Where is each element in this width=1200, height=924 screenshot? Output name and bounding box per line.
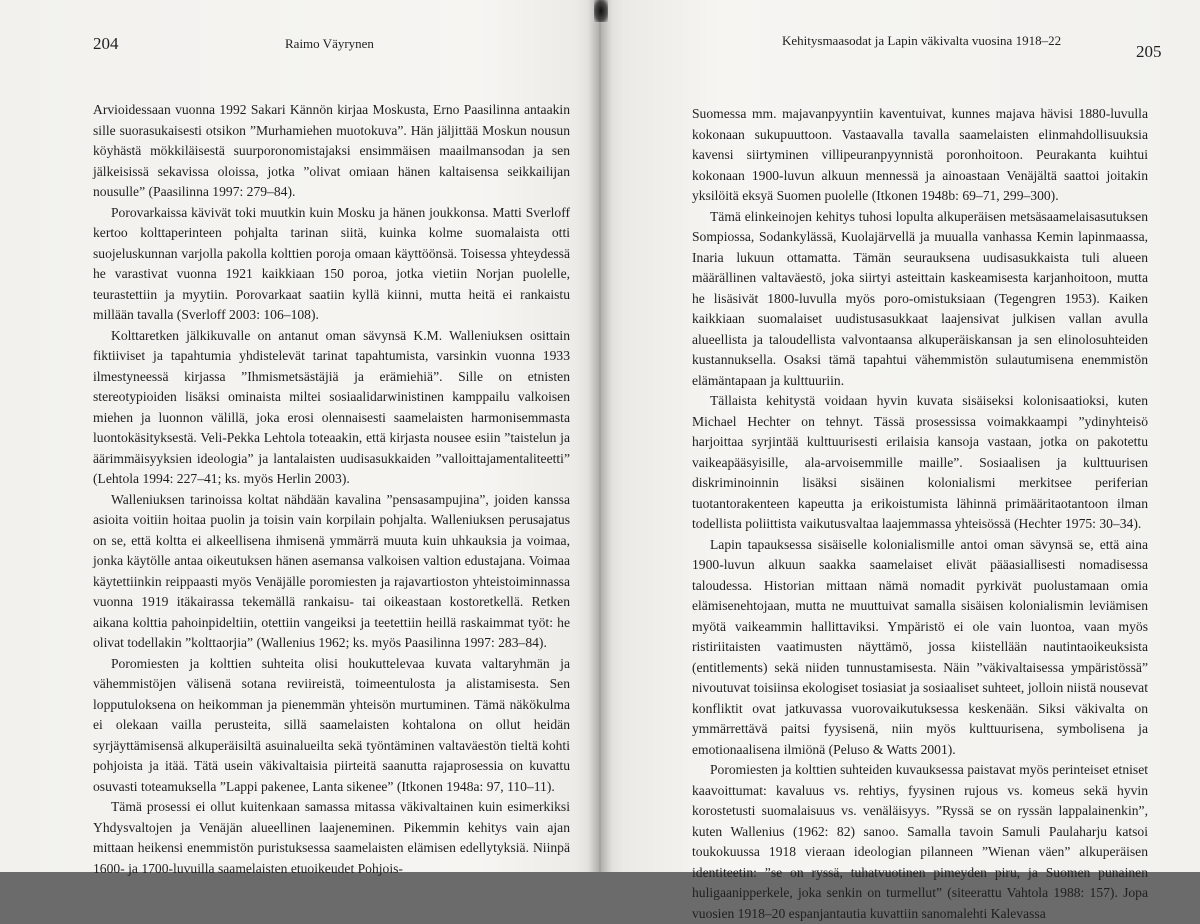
paragraph: Porovarkaissa kävivät toki muutkin kuin Mosku ja hänen joukkonsa. Matti Sverloff kertoo kolttaperinteen pohjalta tarinan siitä, kuinka kolme suomalaista otti suojeluskunnan varjolla pakolla kolttien poroja omaan käyttöönsä. Toisessa yhteydessä he varastivat vuonna 1921 kaikkiaan 150 poroa, jotka vietiin Norjan puolelle, teurastettiin ja myytiin. Porovarkaat saatiin kyllä kiinni, mutta heitä ei rankaistu millään tavalla (Sverloff 2003: 106–108). bbox=[93, 204, 570, 322]
page-number: 205 bbox=[1136, 42, 1162, 61]
paragraph: Lapin tapauksessa sisäiselle kolonialismille antoi oman sävynsä se, että aina 1900-luvun alkuun saakka saamelaiset elivät pääasiallisesti nomadisessa taloudessa. Historian mittaan nämä nomadit pyrkivät puolustamaan omia elämisenehtojaan, mutta ne muuttuivat samalla sisäisen kolonialismin leviämisen myötä vaikeammin hallittaviksi. Ympäristö ei ole vain luontoa, vaan myös ristiriitaisten vaatimusten näyttämö, jossa kiistellään nautintaoikeuksista (entitlements) sekä niiden tunnustamisesta. Näin ”väkivaltaisessa ympäristössä” nivoutuvat toisiinsa ekologiset tosiasiat ja sosiaaliset suhteet, jolloin niistä nousevat konfliktit ovat jatkuvassa vuorovaikutuksessa keskenään. Siksi väkivalta on ymmärrettävä paitsi fyysisenä, niin myös kulttuurisena, symbolisena ja emotionaalisena ilmiönä (Peluso & Watts 2001). bbox=[692, 536, 1148, 757]
paragraph: Suomessa mm. majavanpyyntiin kaventuivat, kunnes majava hävisi 1880-luvulla kokonaan sukupuuttoon. Vastaavalla tavalla saamelaisten elinmahdollisuuksia kavensi siirtyminen villipeuranpyynnistä poronhoitoon. Peurakanta kuihtui kokonaan 1900-luvun alkuun mennessä ja ainoastaan Venäjältä saattoi joitakin yksilöitä eksyä Suomen puolelle (Itkonen 1948b: 69–71, 299–300). bbox=[692, 106, 1148, 203]
running-head: Raimo Väyrynen bbox=[285, 36, 374, 51]
binding-shadow bbox=[594, 0, 608, 22]
paragraph: Tällaista kehitystä voidaan hyvin kuvata sisäiseksi kolonisaatioksi, kuten Michael Hechter on tehnyt. Tässä prosessissa voimakkaampi ”ydinyhteisö harjoittaa syrjintää kulttuurisesti erilaisia kansoja vastaan, jotka on pakotettu vaikeapääsyisille, ala-arvoisemmille maille”. Sosiaalisen ja kulttuurisen diskriminoinnin lisäksi sisäinen kolonialismi merkitsee periferian tuotantorakenteen kapeutta ja erikoistumista lähinnä primääritaotantoon ilman todellista poliittista vaikutusvaltaa laajemmassa yhteisössä (Hechter 1975: 30–34). bbox=[692, 393, 1148, 531]
paragraph: Walleniuksen tarinoissa koltat nähdään kavalina ”pensasampujina”, joiden kanssa asioita voitiin hoitaa puolin ja toisin vain korpilain pohjalta. Walleniuksen perusajatus on se, että koltta ei alkeellisena ihmisenä ymmärrä muuta kuin uhkauksia ja voimaa, jonka käytölle antaa oikeutuksen hänen asemansa valkoisen valtion edustajana. Voimaa käytettiinkin reippaasti myös Venäjälle poromiesten ja rajavartioston yhteistoiminnassa vuonna 1919 itäkairassa tekemällä rankaisu- tai oikeastaan kostoretkellä. Retken aikana kolttia pahoinpideltiin, otettiin vangeiksi ja teetettiin heillä raskaimmat työt: he olivat todellakin ”kolttaorjia” (Wallenius 1962; ks. myös Paasilinna 1997: 283–84). bbox=[93, 491, 570, 650]
page-number: 204 bbox=[93, 34, 119, 53]
body-text bbox=[692, 104, 1148, 924]
paragraph: Arvioidessaan vuonna 1992 Sakari Kännön kirjaa Moskusta, Erno Paasilinna antaakin sille suorasukaisesti otsikon ”Murhamiehen muotokuva”. Hän jäljittää Moskun nousun köyhästä mökkiläisestä suurporonomistajaksi ensimmäisen maailmansodan ja sen jälkeisissä sekavissa oloissa, jotka ”olivat omiaan hänen kaltaisensa seikkailijan nousulle” (Paasilinna 1997: 279–84). bbox=[93, 102, 570, 199]
paragraph: Tämä elinkeinojen kehitys tuhosi lopulta alkuperäisen metsäsaamelaisasutuksen Sompiossa, Sodankylässä, Kuolajärvellä ja muualla vanhassa Kemin lapinmaassa, Inaria lukuun ottamatta. Tämän seurauksena uudisasukkaista tuli alueen määrällinen valtaväestö, joka siirtyi asteittain kaskeamisesta karjanhoitoon, mutta he lisäsivät 1800-luvulla myös poro-omistuksiaan (Tegengren 1953). Kaiken kaikkiaan suomalaiset uudistusasukkaat laajensivat julkisen vallan avulla alueellista ja taloudellista valvontaansa alkuperäiskansan ja sen elinolosuhteiden kustannuksella. Osaksi tämä tapahtui vähemmistön sulautumisena enemmistön elämäntapaan ja kulttuuriin. bbox=[692, 208, 1148, 388]
paragraph: Poromiesten ja kolttien suhteita olisi houkuttelevaa kuvata valtaryhmän ja vähemmistöjen välisenä sotana reviireistä, toimeentulosta ja alistamisesta. Sen lopputuloksena on heikomman ja pienemmän yhteisön murtuminen. Tämä näkökulma ei olekaan vailla perusteita, sillä saamelaisten kohtalona on ollut heidän syrjäyttämisensä alkuperäisiltä asuinalueilta sekä työntäminen valtaväestön tieltä kohti pohjoista ja itää. Tätä usein väkivaltaisia piirteitä saanutta rajaprosessia on kuvattu osuvasti toteamuksella ”Lappi pakenee, Lanta sikenee” (Itkonen 1948a: 97, 110–11). bbox=[93, 655, 570, 794]
paragraph: Tämä prosessi ei ollut kuitenkaan samassa mitassa väkivaltainen kuin esimerkiksi Yhdysvaltojen ja Venäjän alueellinen laajeneminen. Pikemmin kehitys vain ajan mittaan heikensi enemmistön puristuksessa saamelaisten elämisen edellytyksiä. Niinpä 1600- ja 1700-luvuilla saamelaisten etuoikeudet Pohjois- bbox=[93, 799, 570, 876]
right-page bbox=[600, 0, 1200, 921]
paragraph: Poromiesten ja kolttien suhteiden kuvauksessa paistavat myös perinteiset etniset kaavoittumat: kavaluus vs. rehtiys, fyysinen rujous vs. komeus sekä hyvin korostetusti suomalaisuus vs. venäläisyys. ”Ryssä se on ryssän lappalainenkin”, kuten Wallenius (1962: 82) sanoo. Samalla tavoin Samuli Paulaharju katsoi toukokuussa 1918 vieraan ideologian pilanneen ”Wienan väen” alkuperäisen identiteetin: ”se on ryssä, tuhatvuotinen pimeyden piru, ja Suomen punainen huligaanipperkele, joka senkin on turmellut” (siteerattu Vahtola 1988: 157). Jopa vuosien 1918–20 espanjantautia kuvattiin sanomalehti Kalevassa bbox=[692, 762, 1148, 921]
left-page bbox=[0, 0, 600, 876]
paragraph: Kolttaretken jälkikuvalle on antanut oman sävynsä K.M. Walleniuksen osittain fiktiiviset ja tapahtumia yhdistelevät tarinat tapahtumista, varsinkin vuonna 1933 ilmestyneessä kirjassa ”Ihmismetsästäjiä ja erämiehiä”. Sille on etnisten stereotypioiden lisäksi ominaista miltei sosiaalidarwinistinen kamppailu valkoisen miehen ja luonnon välillä, joka erosi olennaisesti saamelaisten harmonisemmasta luontokäsityksestä. Veli-Pekka Lehtola toteaakin, että kirjasta nousee esiin ”taistelun ja äärimmäisyyksien ideologia” ja lantalaisten uudisasukkaiden ”valloittajamentaliteetti” (Lehtola 1994: 227–41; ks. myös Herlin 2003). bbox=[93, 327, 570, 486]
running-head: Kehitysmaasodat ja Lapin väkivalta vuosina 1918–22 bbox=[782, 33, 1062, 48]
body-text bbox=[93, 100, 570, 879]
